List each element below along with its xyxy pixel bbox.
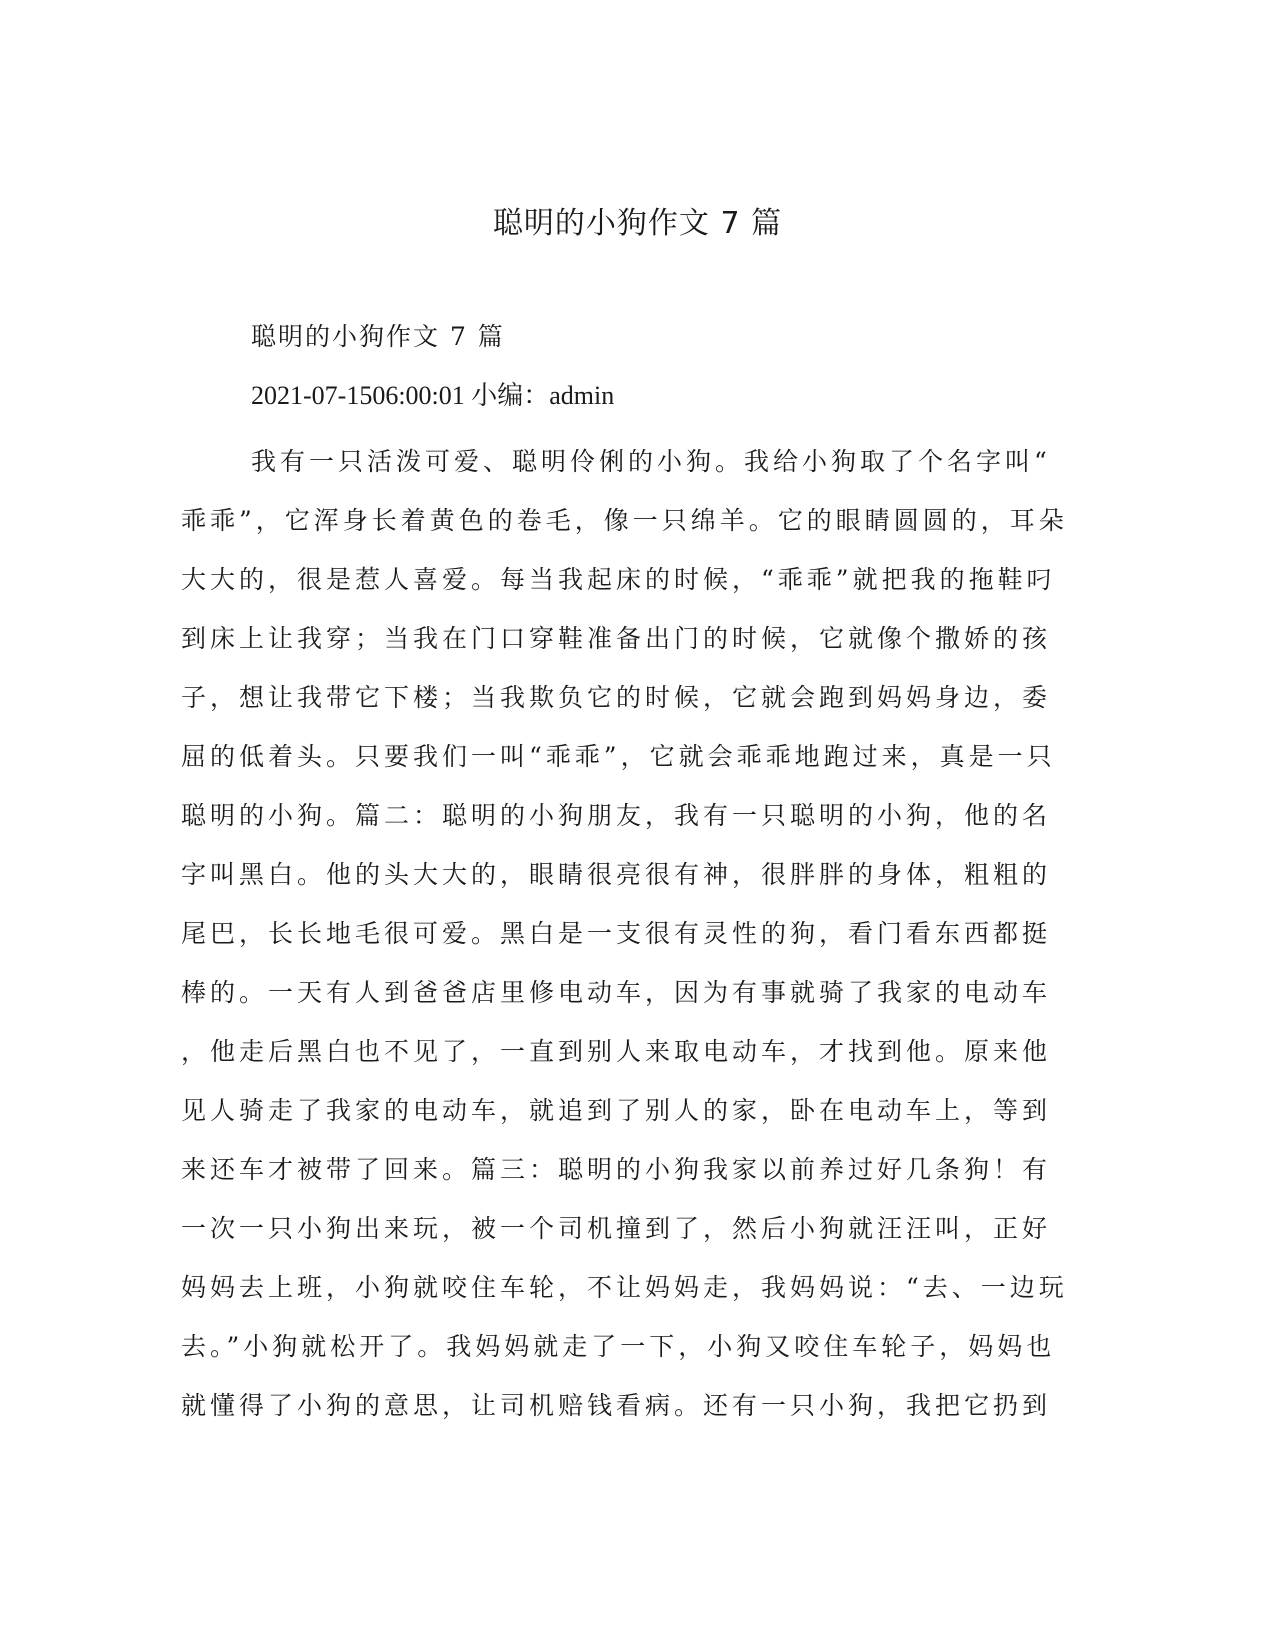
body-line: 尾巴，长长地毛很可爱。黑白是一支很有灵性的狗，看门看东西都挺 bbox=[181, 919, 1052, 948]
article-body bbox=[181, 432, 1068, 1435]
body-line: 乖乖”，它浑身长着黄色的卷毛，像一只绵羊。它的眼睛圆圆的，耳朵 bbox=[181, 506, 1068, 535]
document-title: 聪明的小狗作文 7 篇 bbox=[492, 206, 783, 241]
body-line: 到床上让我穿；当我在门口穿鞋准备出门的时候，它就像个撒娇的孩 bbox=[181, 624, 1052, 653]
body-line: 见人骑走了我家的电动车，就追到了别人的家，卧在电动车上，等到 bbox=[181, 1096, 1052, 1125]
publish-meta: 2021-07-1506:00:01 小编：admin bbox=[251, 381, 615, 410]
body-line: 就懂得了小狗的意思，让司机赔钱看病。还有一只小狗，我把它扔到 bbox=[181, 1391, 1052, 1420]
body-line: 聪明的小狗。篇二：聪明的小狗朋友，我有一只聪明的小狗，他的名 bbox=[181, 801, 1052, 830]
body-line: 字叫黑白。他的头大大的，眼睛很亮很有神，很胖胖的身体，粗粗的 bbox=[181, 860, 1052, 889]
body-line: 子，想让我带它下楼；当我欺负它的时候，它就会跑到妈妈身边，委 bbox=[181, 683, 1052, 712]
body-line: 大大的，很是惹人喜爱。每当我起床的时候，“乖乖”就把我的拖鞋叼 bbox=[181, 565, 1056, 594]
body-line: 一次一只小狗出来玩，被一个司机撞到了，然后小狗就汪汪叫，正好 bbox=[181, 1214, 1052, 1243]
body-line: 屈的低着头。只要我们一叫“乖乖”，它就会乖乖地跑过来，真是一只 bbox=[181, 742, 1056, 771]
body-line: 来还车才被带了回来。篇三：聪明的小狗我家以前养过好几条狗！有 bbox=[181, 1155, 1052, 1184]
document-subtitle: 聪明的小狗作文 7 篇 bbox=[251, 322, 505, 351]
body-line: 去。”小狗就松开了。我妈妈就走了一下，小狗又咬住车轮子，妈妈也 bbox=[181, 1332, 1056, 1361]
body-line: 我有一只活泼可爱、聪明伶俐的小狗。我给小狗取了个名字叫“ bbox=[251, 447, 1051, 476]
body-line: ，他走后黑白也不见了，一直到别人来取电动车，才找到他。原来他 bbox=[181, 1037, 1052, 1066]
body-line: 棒的。一天有人到爸爸店里修电动车，因为有事就骑了我家的电动车 bbox=[181, 978, 1052, 1007]
body-line: 妈妈去上班，小狗就咬住车轮，不让妈妈走，我妈妈说：“去、一边玩 bbox=[181, 1273, 1068, 1302]
